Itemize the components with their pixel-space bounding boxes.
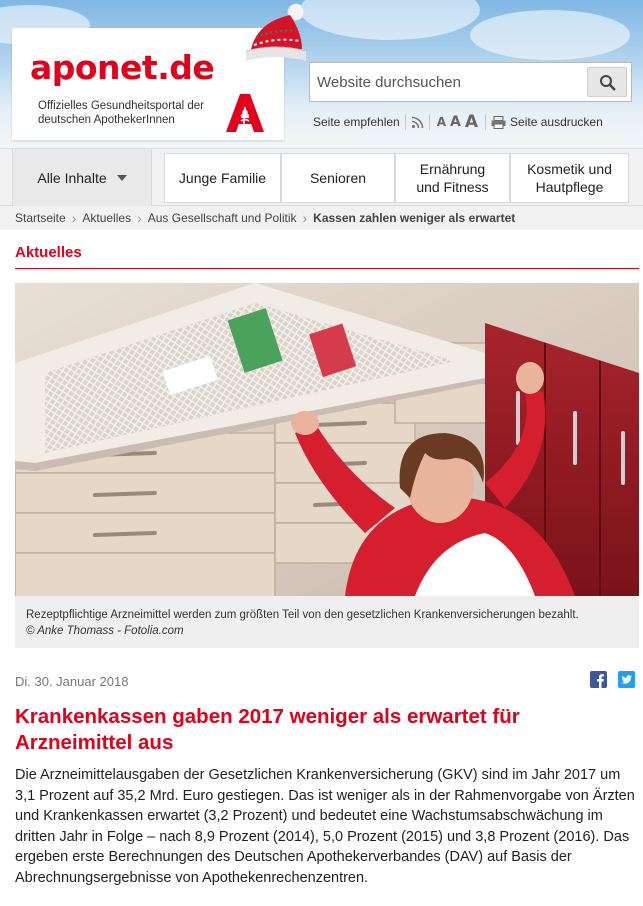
breadcrumb-separator: › [137,210,142,226]
rss-icon[interactable] [411,116,424,129]
font-size-medium[interactable]: A [450,114,461,130]
logo-subtitle: Offizielles Gesundheitsportal der deutschen ApothekerInnen [38,100,204,126]
nav-label: Kosmetik und Hautpflege [527,161,612,195]
site-logo[interactable]: aponet.de [30,48,215,87]
breadcrumb-separator: › [302,210,308,226]
caption-text: Rezeptpflichtige Arzneimittel werden zum größten Teil von den gesetzlichen Krankenversicherungen bezahlt. [26,609,579,621]
article-body: Die Arzneimittelausgaben der Gesetzlichen Krankenversicherung (GKV) sind im Jahr 2017 um 3,1 Prozent auf 35,2 Mrd. Euro gestiegen. Das ist weniger als in der Rahmenvorgabe von Ärzten und Krankenkassen erwartet (3,2 Prozent) und bedeutet eine Wachstumsabschwächung im dritten Jahr in Folge – nach 8,9 Prozent (2014), 5,0 Prozent (2015) und 3,8 Prozent (2016). Das ergeben erste Berechnungen des Deutschen Apothekerverbandes (DAV) auf Basis der Abrechnungsergebnisse von Apothekenrechenzentren. [15,767,635,886]
facebook-icon[interactable] [590,671,607,688]
search-button[interactable] [587,67,627,97]
nav-label: Junge Familie [178,170,267,186]
main-nav [0,148,643,206]
font-size-small[interactable]: A [436,115,447,129]
recommend-link[interactable]: Seite empfehlen [313,115,400,129]
nav-item-senioren[interactable] [281,153,395,203]
image-caption [15,596,639,648]
image-credit: © Anke Thomass - Fotolia.com [26,625,184,637]
nav-item-kosmetik[interactable] [510,153,629,203]
article-image [15,283,639,596]
font-size-large[interactable]: A [464,112,479,132]
knit-hat-icon [240,3,312,67]
divider [485,114,486,130]
breadcrumb-item[interactable]: Startseite [15,211,66,225]
breadcrumb-item[interactable]: Aktuelles [82,211,132,225]
divider [405,114,406,130]
nav-item-junge-familie[interactable] [164,153,281,203]
nav-label: Ernährung und Fitness [416,161,489,195]
print-link[interactable]: Seite ausdrucken [510,115,603,129]
article-date: Di. 30. Januar 2018 [15,674,129,689]
breadcrumb [0,206,643,230]
nav-item-alle-inhalte[interactable] [12,149,152,207]
section-title[interactable]: Aktuelles [15,244,82,261]
breadcrumb-current: Kassen zahlen weniger als erwartet [313,211,516,225]
section-divider [15,268,639,269]
utility-links [313,112,603,132]
search-box [309,62,632,102]
printer-icon[interactable] [491,116,506,129]
caret-down-icon [117,175,127,181]
apotheke-a-icon [222,90,268,134]
search-icon [599,74,617,92]
twitter-icon[interactable] [618,671,635,688]
site-header [0,0,643,148]
search-input[interactable] [310,63,580,101]
nav-item-ernaehrung[interactable] [395,153,510,203]
divider [429,114,430,130]
breadcrumb-item[interactable]: Aus Gesellschaft und Politik [147,211,297,225]
article-headline: Krankenkassen gaben 2017 weniger als erwartet für Arzneimittel aus [15,705,520,754]
nav-label: Senioren [309,170,367,186]
nav-label: Alle Inhalte [37,170,107,186]
breadcrumb-separator: › [71,210,77,226]
